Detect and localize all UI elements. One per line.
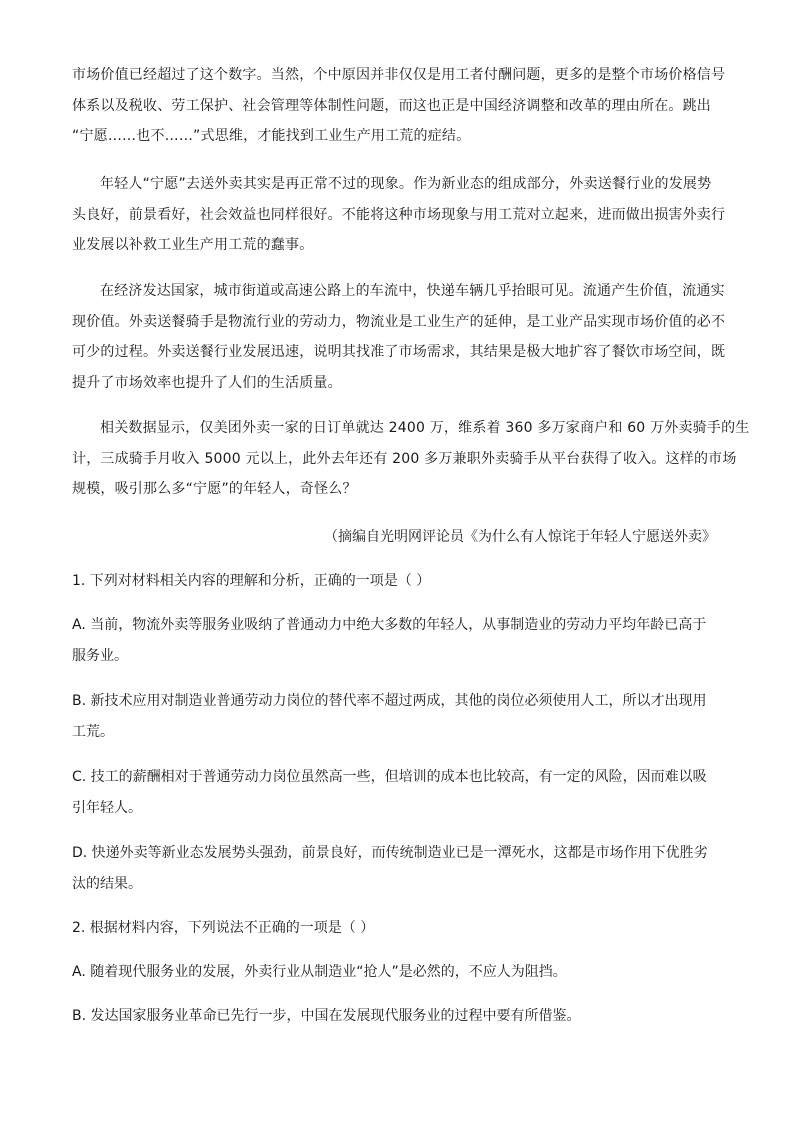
text-line: 2. 根据材料内容，下列说法不正确的一项是（ ） [72,920,375,936]
text-line: C. 技工的薪酬相对于普通劳动力岗位虽然高一些，但培训的成本也比较高，有一定的风险，因而难以吸 [72,769,707,785]
text-line: B. 新技术应用对制造业普通劳动力岗位的替代率不超过两成，其他的岗位必须使用人工，所以才出现用 [72,693,707,709]
text-line: 服务业。 [72,647,128,664]
paragraph-3 [72,276,726,398]
text-line: 引年轻人。 [72,799,142,816]
source-citation: （摘编自光明网评论员《为什么有人惊诧于年轻人宁愿送外卖》 [324,529,716,545]
text-line: D. 快递外卖等新业态发展势头强劲，前景良好，而传统制造业已是一潭死水，这都是市场作用下优胜劣 [72,845,708,861]
text-line: 规模，吸引那么多“宁愿”的年轻人，奇怪么？ [72,481,357,497]
text-line: 可少的过程。外卖送餐行业发展迅速，说明其找准了市场需求，其结果是极大地扩容了餐饮市场空间，既 [72,344,726,360]
text-line: B. 发达国家服务业革命已先行一步，中国在发展现代服务业的过程中要有所借鉴。 [72,1008,581,1024]
paragraph-1 [72,60,726,152]
question-1-option-b [72,686,722,747]
text-line: 提升了市场效率也提升了人们的生活质量。 [72,374,342,391]
text-line: 市场价值已经超过了这个数字。当然，个中原因并非仅仅是用工者付酬问题，更多的是整个市场价格信号 [72,67,726,83]
question-1-option-a [72,610,722,671]
question-1-stem [72,566,722,597]
text-line: 计，三成骑手月收入 5000 元以上，此外去年还有 200 多万兼职外卖骑手从平台获得了收入。这样的市场 [72,450,737,467]
text-line: A. 当前，物流外卖等服务业吸纳了普通动力中绝大多数的年轻人，从事制造业的劳动力平均年龄已高于 [72,617,707,633]
question-1-option-d [72,838,722,899]
question-2-stem [72,913,722,944]
text-line: 在经济发达国家，城市街道或高速公路上的车流中，快递车辆几乎抬眼可见。流通产生价值，流通实 [100,283,725,299]
text-line: “宁愿……也不……”式思维，才能找到工业生产用工荒的症结。 [72,128,471,144]
text-line: 1. 下列对材料相关内容的理解和分析，正确的一项是（ ） [72,573,431,589]
text-line: 体系以及税收、劳工保护、社会管理等体制性问题，而这也正是中国经济调整和改革的理由所在。跳出 [72,97,711,114]
text-line: 年轻人“宁愿”去送外卖其实是再正常不过的现象。作为新业态的组成部分，外卖送餐行业的发展势 [100,176,712,192]
text-line: 相关数据显示，仅美团外卖一家的日订单就达 2400 万，维系着 360 多万家商户和 60 万外卖骑手的生 [100,420,750,436]
text-line: 业发展以补救工业生产用工荒的蠢事。 [72,237,314,253]
text-line: 现价值。外卖送餐骑手是物流行业的劳动力，物流业是工业生产的延伸，是工业产品实现市场价值的必不 [72,313,726,330]
text-line: 工荒。 [72,723,114,740]
paragraph-2 [72,169,726,261]
text-line: 汰的结果。 [72,875,142,892]
question-2-option-a [72,957,722,988]
paragraph-4 [72,413,750,505]
question-2-option-b [72,1001,722,1032]
question-1-option-c [72,762,722,823]
text-line: 头良好，前景看好，社会效益也同样很好。不能将这种市场现象与用工荒对立起来，进而做出损害外卖行 [72,206,726,223]
text-line: A. 随着现代服务业的发展，外卖行业从制造业“抢人”是必然的，不应人为阻挡。 [72,964,567,980]
